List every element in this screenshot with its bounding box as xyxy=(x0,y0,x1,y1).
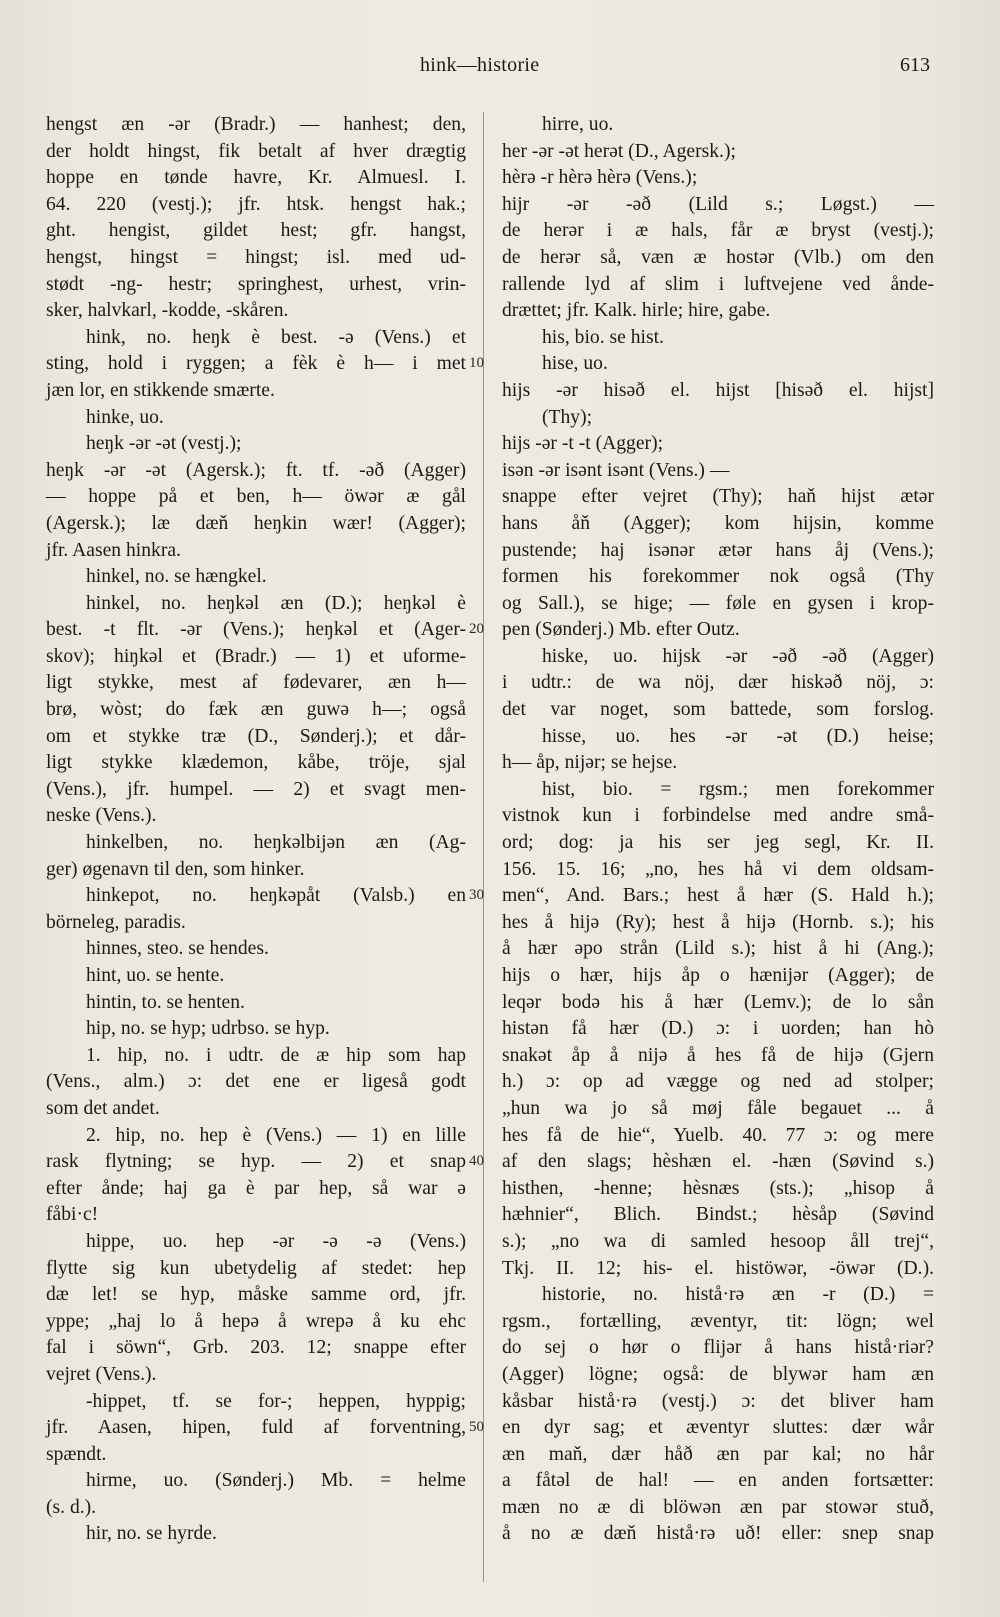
text-line: hintin, to. se henten. xyxy=(86,991,245,1013)
text-line: spændt. xyxy=(46,1443,107,1465)
text-line: „hun wa jo så møj fåle begauet ... å xyxy=(502,1097,934,1119)
text-line: hinkel, no. heŋkəl æn (D.); heŋkəl è xyxy=(86,592,466,614)
text-line: rask flytning; se hyp. — 2) et snap xyxy=(46,1151,466,1173)
text-line: 156. 15. 16; „no, hes hå vi dem oldsam- xyxy=(502,858,934,880)
text-line: vejret (Vens.). xyxy=(46,1363,157,1385)
text-line: hoppe en tønde havre, Kr. Almuesl. I. xyxy=(46,167,466,189)
text-line: rgsm., fortælling, æventyr, tit: lögn; wel xyxy=(502,1310,934,1332)
text-line: æn maň, dær håð æn par kal; no hår xyxy=(502,1443,934,1465)
text-line: histən få hær (D.) ɔ: i uorden; han hò xyxy=(502,1018,934,1040)
text-line: hinkel, no. se hængkel. xyxy=(86,566,267,588)
text-line: 2. hip, no. hep è (Vens.) — 1) en lille xyxy=(86,1124,466,1146)
text-line: og Sall.), se hige; — føle en gysen i krop- xyxy=(502,592,934,614)
text-line: — hoppe på et ben, h— öwər æ gål xyxy=(46,486,466,508)
text-line: hink, no. heŋk è best. -ə (Vens.) et xyxy=(86,326,466,348)
text-line: jfr. Aasen hinkra. xyxy=(46,539,181,561)
text-line: historie, no. histå·rə æn -r (D.) = xyxy=(542,1284,934,1306)
text-line: snappe efter vejret (Thy); haň hijst ætər xyxy=(502,486,934,508)
text-line: hes å hijə (Ry); hest å hijə (Hornb. s.); his xyxy=(502,911,934,933)
text-line: hinkelben, no. heŋkəlbijən æn (Ag- xyxy=(86,832,466,854)
text-line: hisse, uo. hes -ər -ət (D.) heise; xyxy=(542,725,934,747)
text-line: de herər i æ hals, får æ bryst (vestj.); xyxy=(502,220,934,242)
text-line: som det andet. xyxy=(46,1097,160,1119)
text-line: börneleg, paradis. xyxy=(46,911,186,933)
text-line: sker, halvkarl, -kodde, -skåren. xyxy=(46,300,289,322)
text-line: heŋk -ər -ət (Agersk.); ft. tf. -əð (Agger) xyxy=(46,459,466,481)
column-divider xyxy=(483,112,484,1582)
text-line: 1. hip, no. i udtr. de æ hip som hap xyxy=(86,1044,466,1066)
text-line: ord; dog: ja his ser jeg segl, Kr. II. xyxy=(502,832,934,854)
text-line: hist, bio. = rgsm.; men forekommer xyxy=(542,778,934,800)
text-line: pen (Sønderj.) Mb. efter Outz. xyxy=(502,619,740,641)
text-line: a fåtəl de hal! — en anden fortsætter: xyxy=(502,1470,934,1492)
text-line: flytte sig kun ubetydelig af stedet: hep xyxy=(46,1257,466,1279)
text-line: histhen, -henne; hèsnæs (sts.); „hisop å xyxy=(502,1177,934,1199)
text-line: jæn lor, en stikkende smærte. xyxy=(46,379,275,401)
text-line: best. -t flt. -ər (Vens.); heŋkəl et (Ager- xyxy=(46,619,466,641)
text-line: fåbi·c! xyxy=(46,1204,99,1226)
text-line: snakət åp å nijə å hes få de hijə (Gjern xyxy=(502,1044,934,1066)
text-line: hijs o hær, hijs åp o hænijər (Agger); de xyxy=(502,965,934,986)
text-line: her -ər -ət herət (D., Agersk.); xyxy=(502,140,736,162)
text-line: heŋk -ər -ət (vestj.); xyxy=(86,433,242,455)
text-line: -hippet, tf. se for-; heppen, hyppig; xyxy=(86,1390,466,1412)
text-line: jfr. Aasen, hipen, fuld af forventning, xyxy=(46,1417,466,1439)
text-line: hirre, uo. xyxy=(542,114,614,135)
text-line: der holdt hingst, fik betalt af hver drægtig xyxy=(46,140,466,162)
text-line: sting, hold i ryggen; a fèk è h— i met xyxy=(46,353,466,375)
text-line: brø, wòst; do fæk æn guwə h—; også xyxy=(46,699,466,721)
text-line: hijs -ər -t -t (Agger); xyxy=(502,433,664,455)
text-line: (Thy); xyxy=(542,406,593,428)
text-line: isən -ər isənt isənt (Vens.) — xyxy=(502,459,730,481)
text-line: hiske, uo. hijsk -ər -əð -əð (Agger) xyxy=(542,645,934,667)
text-line: ligt stykke klædemon, kåbe, tröje, sjal xyxy=(46,752,466,774)
text-line: dæ let! se hyp, måske samme ord, jfr. xyxy=(46,1284,466,1306)
right-column xyxy=(502,112,934,1548)
text-line: hengst æn -ər (Bradr.) — hanhest; den, xyxy=(46,114,466,135)
text-line: af den slags; hèshæn el. -hæn (Søvind s.) xyxy=(502,1151,934,1173)
text-line: drættet; jfr. Kalk. hirle; hire, gabe. xyxy=(502,300,771,322)
text-line: 64. 220 (vestj.); jfr. htsk. hengst hak.; xyxy=(46,193,466,215)
text-line: pustende; haj isənər ætər hans åj (Vens.); xyxy=(502,539,934,561)
left-column xyxy=(46,112,466,1548)
text-line: mæn no æ di blöwən æn par stowər stuð, xyxy=(502,1496,934,1518)
text-line: hir, no. se hyrde. xyxy=(86,1523,217,1545)
text-line: i udtr.: de wa nöj, dær hiskəð nöj, ɔ: xyxy=(502,672,934,694)
line-number-marker: 50 xyxy=(469,1419,484,1436)
text-line: hinnes, steo. se hendes. xyxy=(86,938,269,960)
text-line: ght. hengist, gildet hest; gfr. hangst, xyxy=(46,220,466,242)
page-number: 613 xyxy=(900,54,930,76)
text-line: å hær əpo strån (Lild s.); hist å hi (Ang.); xyxy=(502,938,934,960)
text-line: formen his forekommer nok også (Thy xyxy=(502,566,934,588)
text-line: hise, uo. xyxy=(542,353,608,375)
text-line: hint, uo. se hente. xyxy=(86,965,225,986)
text-line: Tkj. II. 12; his- el. histöwər, -öwər (D.). xyxy=(502,1257,934,1279)
text-line: ligt stykke, mest af fødevarer, æn h— xyxy=(46,672,466,694)
text-line: hèrə -r hèrə hèrə (Vens.); xyxy=(502,167,698,189)
text-line: his, bio. se hist. xyxy=(542,326,664,348)
text-line: efter ånde; haj ga è par hep, så war ə xyxy=(46,1177,466,1199)
text-line: men“, And. Bars.; hest å hær (S. Hald h.); xyxy=(502,885,934,907)
text-line: hijs -ər hisəð el. hijst [hisəð el. hijst] xyxy=(502,379,934,401)
text-line: å no æ dæň histå·rə uð! eller: snep snap xyxy=(502,1523,934,1545)
text-line: kåsbar histå·rə (vestj.) ɔ: det bliver ham xyxy=(502,1390,934,1412)
text-line: s.); „no wa di samled hesoop åll trej“, xyxy=(502,1230,934,1252)
text-line: leqər bodə his å hær (Lemv.); de lo sån xyxy=(502,991,934,1013)
text-line: do sej o hør o flijər å hans histå·riər? xyxy=(502,1337,934,1359)
text-line: h.) ɔ: op ad vægge og ned ad stolper; xyxy=(502,1071,934,1093)
text-line: hip, no. se hyp; udrbso. se hyp. xyxy=(86,1018,330,1040)
text-line: ger) øgenavn til den, som hinker. xyxy=(46,858,305,880)
text-line: yppe; „haj lo å hepə å wrepə å ku ehc xyxy=(46,1310,466,1332)
text-line: hans åň (Agger); kom hijsin, komme xyxy=(502,512,934,534)
text-line: om et stykke træ (D., Sønderj.); et dår- xyxy=(46,725,466,747)
text-line: (s. d.). xyxy=(46,1496,97,1518)
text-line: en dyr sag; et æventyr sluttes: dær wår xyxy=(502,1417,934,1439)
text-line: (Vens., alm.) ɔ: det ene er ligeså godt xyxy=(46,1071,466,1093)
text-line: (Vens.), jfr. humpel. — 2) et svagt men- xyxy=(46,778,466,800)
text-line: rallende lyd af slim i luftvejene ved ånde- xyxy=(502,273,934,295)
text-line: (Agger) lögne; også: de blywər ham æn xyxy=(502,1363,934,1385)
text-line: hes få de hie“, Yuelb. 40. 77 ɔ: og mere xyxy=(502,1124,934,1146)
text-line: hengst, hingst = hingst; isl. med ud- xyxy=(46,246,466,268)
line-number-marker: 10 xyxy=(469,355,484,372)
text-line: fal i söwn“, Grb. 203. 12; snappe efter xyxy=(46,1337,466,1359)
text-line: det var noget, som battede, som forslog. xyxy=(502,699,934,721)
text-line: vistnok kun i forbindelse med andre små- xyxy=(502,805,934,827)
line-number-marker: 40 xyxy=(469,1153,484,1170)
text-line: hijr -ər -əð (Lild s.; Løgst.) — xyxy=(502,193,934,215)
text-line: skov); hiŋkəl et (Bradr.) — 1) et uforme- xyxy=(46,645,466,667)
line-number-marker: 20 xyxy=(469,621,484,638)
line-number-marker: 30 xyxy=(469,887,484,904)
text-line: hippe, uo. hep -ər -ə -ə (Vens.) xyxy=(86,1230,466,1252)
text-line: hinke, uo. xyxy=(86,406,164,428)
text-line: stødt -ng- hestr; springhest, urhest, vrin- xyxy=(46,273,466,295)
text-line: hirme, uo. (Sønderj.) Mb. = helme xyxy=(86,1470,466,1492)
text-line: (Agersk.); læ dæň heŋkin wær! (Agger); xyxy=(46,512,466,534)
text-line: de herər så, væn æ hostər (Vlb.) om den xyxy=(502,246,934,268)
text-line: hinkepot, no. heŋkəpåt (Valsb.) en xyxy=(86,885,466,907)
running-head: hink—historie xyxy=(420,54,540,76)
text-line: hæhnier“, Blich. Bindst.; hèsåp (Søvind xyxy=(502,1204,934,1226)
text-line: neske (Vens.). xyxy=(46,805,157,827)
text-line: h— åp, nijər; se hejse. xyxy=(502,752,678,774)
